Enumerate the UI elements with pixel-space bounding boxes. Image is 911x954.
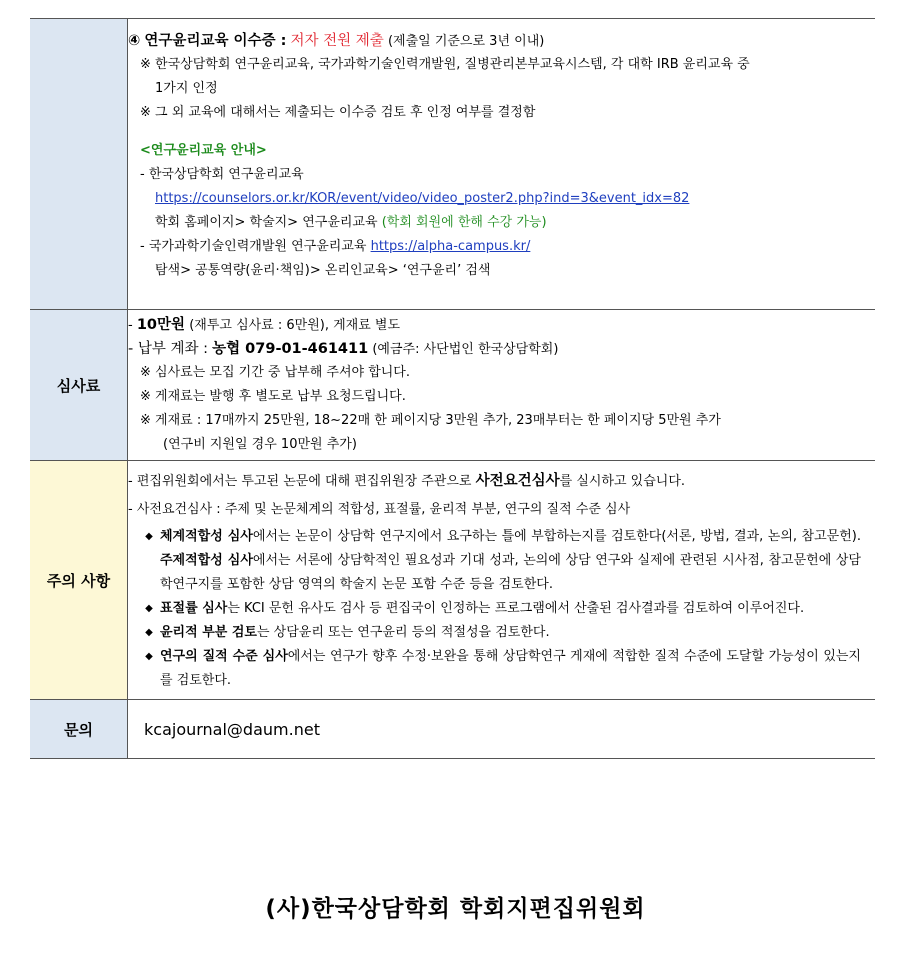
fee-content <box>128 310 876 461</box>
footer-organization: (사)한국상담학회 학회지편집위원회 <box>265 896 646 922</box>
fee-bank-account: 농협 079-01-461411 <box>212 341 369 357</box>
fee-note-3b: (연구비 지원일 경우 10만원 추가) <box>163 437 357 452</box>
info-table <box>30 18 875 759</box>
fee-note-3: ※ 게재료 : 17매까지 25만원, 18~22매 한 페이지당 3만원 추가, 23매부터는 한 페이지당 5만원 추가 <box>140 413 721 428</box>
ethics-requirement: 저자 전원 제출 <box>290 33 384 49</box>
caution-label: 주의 사항 <box>30 461 128 700</box>
fee-amount: 10만원 <box>136 317 186 333</box>
quality-review-term: 연구의 질적 수준 심사 <box>160 649 288 664</box>
ethics-item-1: - 한국상담학회 연구윤리교육 <box>140 167 304 182</box>
quality-review-text: 에서는 연구가 향후 수정·보완을 통해 상담학연구 게재에 적합한 질적 수준에 도달할 가능성이 있는지를 검토한다. <box>160 649 861 688</box>
fee-dash: - <box>128 318 133 333</box>
alpha-campus-path: 탐색> 공통역량(윤리·책임)> 온리인교육> ‘연구윤리’ 검색 <box>155 263 491 278</box>
caution-row <box>30 461 875 700</box>
caution-line-1: - 편집위원회에서는 투고된 논문에 대해 편집위원장 주관으로 <box>128 474 472 489</box>
ethics-guide-title: <연구윤리교육 안내> <box>140 143 267 158</box>
ethics-requirement-note: (제출일 기준으로 3년 이내) <box>387 34 545 49</box>
ethics-title: 연구윤리교육 이수증 : <box>144 33 287 49</box>
caution-content <box>128 461 876 700</box>
ethics-note-2: ※ 그 외 교육에 대해서는 제출되는 이수증 검토 후 인정 여부를 결정함 <box>140 105 536 120</box>
structure-review-term: 체계적합성 심사 <box>160 529 253 544</box>
structure-review-text: 에서는 논문이 상담학 연구지에서 요구하는 틀에 부합하는지를 검토한다(서론, 방법, 결과, 논의, 참고문헌). <box>252 529 861 544</box>
diamond-bullet-icon: ◆ <box>145 531 153 542</box>
ethics-note-1b: 1가지 인정 <box>155 81 218 96</box>
caution-bullet-4 <box>128 645 875 693</box>
fee-account-prefix: - 납부 계좌 : <box>128 341 208 357</box>
kca-ethics-link[interactable]: https://counselors.or.kr/KOR/event/video/video_poster2.php?ind=3&event_idx=82 <box>155 191 690 206</box>
fee-row <box>30 310 875 461</box>
contact-email[interactable]: kcajournal@daum.net <box>144 719 320 739</box>
diamond-bullet-icon: ◆ <box>145 603 153 614</box>
caution-pre-review: 사전요건심사 <box>475 473 560 489</box>
diamond-bullet-icon: ◆ <box>145 651 153 662</box>
circled-number: ④ <box>128 33 141 49</box>
caution-bullet-1 <box>128 525 875 597</box>
caution-line-2: - 사전요건심사 : 주제 및 논문체계의 적합성, 표절률, 윤리적 부분, 연구의 질적 수준 심사 <box>128 502 631 517</box>
ethics-content <box>128 19 876 310</box>
plagiarism-review-text: 는 KCI 문헌 유사도 검사 등 편집국이 인정하는 프로그램에서 산출된 검사결과를 검토하여 이루어진다. <box>227 601 805 616</box>
topic-review-term: 주제적합성 심사 <box>160 553 253 568</box>
ethics-review-text: 는 상담윤리 또는 연구윤리 등의 적절성을 검토한다. <box>256 625 550 640</box>
fee-label: 심사료 <box>30 310 128 461</box>
contact-row <box>30 700 875 759</box>
kca-ethics-path-note: (학회 회원에 한해 수강 가능) <box>381 215 547 230</box>
ethics-row <box>30 19 875 310</box>
caution-bullet-3 <box>128 621 875 645</box>
contact-content <box>128 700 876 759</box>
diamond-bullet-icon: ◆ <box>145 627 153 638</box>
fee-note-2: ※ 게재료는 발행 후 별도로 납부 요청드립니다. <box>140 389 406 404</box>
contact-label: 문의 <box>30 700 128 759</box>
ethics-item-2: - 국가과학기술인력개발원 연구윤리교육 <box>140 239 367 254</box>
ethics-note-1: ※ 한국상담학회 연구윤리교육, 국가과학기술인력개발원, 질병관리본부교육시스템, 각 대학 IRB 윤리교육 중 <box>140 57 750 72</box>
kca-ethics-path: 학회 홈페이지> 학술지> 연구윤리교육 <box>155 215 378 230</box>
plagiarism-review-term: 표절률 심사 <box>160 601 228 616</box>
fee-account-holder: (예금주: 사단법인 한국상담학회) <box>372 342 559 357</box>
fee-note-1: ※ 심사료는 모집 기간 중 납부해 주셔야 합니다. <box>140 365 410 380</box>
ethics-label-cell <box>30 19 128 310</box>
caution-bullet-2 <box>128 597 875 621</box>
ethics-review-term: 윤리적 부분 검토 <box>160 625 257 640</box>
caution-line-1-end: 를 실시하고 있습니다. <box>559 474 686 489</box>
topic-review-text: 에서는 서론에 상담학적인 필요성과 기대 성과, 논의에 상담 연구와 실제에 관련된 시사점, 참고문헌에 상담학연구지를 포함한 상담 영역의 학술지 논문 포함 수준 등을 검토한다. <box>160 553 861 592</box>
alpha-campus-link[interactable]: https://alpha-campus.kr/ <box>370 239 531 254</box>
fee-amount-note: (재투고 심사료 : 6만원), 게재료 별도 <box>189 318 401 333</box>
